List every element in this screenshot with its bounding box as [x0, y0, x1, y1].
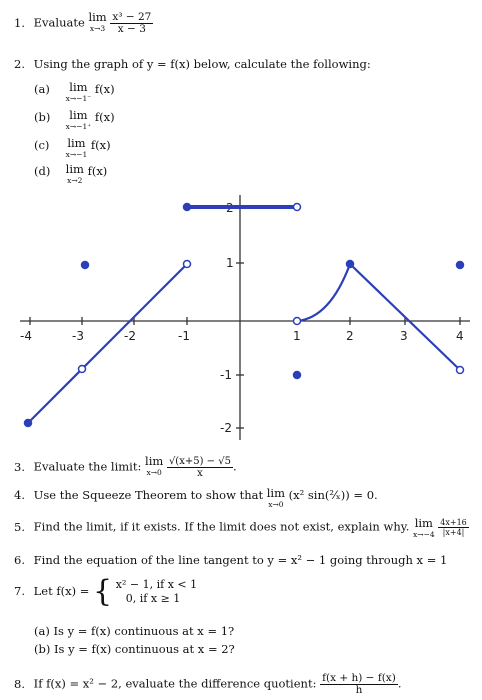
- question-2-part: (a) lim x→−1⁻ f(x): [34, 80, 115, 103]
- question-text: Evaluate: [33, 15, 85, 30]
- x-tick-label: 2: [346, 329, 354, 343]
- question-7a: (a) Is y = f(x) continuous at x = 1?: [34, 624, 235, 638]
- axes: [20, 195, 470, 440]
- question-number: 4.: [14, 488, 25, 502]
- limit-operator: lim x→−4: [413, 516, 435, 539]
- question-text: Using the graph of y = f(x) below, calculate the following:: [33, 57, 371, 71]
- limit-operator: lim x→0: [145, 454, 164, 477]
- question-number: 2.: [14, 57, 25, 71]
- x-tick-label: -2: [124, 329, 136, 343]
- y-tick-label: 1: [226, 256, 234, 270]
- x-tick-label: 1: [293, 329, 301, 343]
- question-2: [14, 57, 371, 71]
- open-point: [457, 367, 464, 374]
- fraction: $\frac{4x+16}{|x+4|}$: [440, 518, 467, 537]
- y-tick-label: -2: [220, 421, 232, 435]
- question-2-part: (c) lim x→−1 f(x): [34, 136, 111, 159]
- question-number: 3.: [14, 459, 25, 474]
- question-2-part: (b) lim x→−1⁺ f(x): [34, 108, 115, 131]
- limit-expression: (x² sin(²⁄ₓ)) = 0.: [288, 488, 378, 502]
- segment-left-line: [28, 264, 187, 423]
- function-graph: [0, 190, 482, 450]
- question-7b: (b) Is y = f(x) continuous at x = 2?: [34, 642, 235, 656]
- question-number: 7.: [14, 584, 25, 598]
- question-6: [14, 553, 447, 567]
- question-3: 3. Evaluate the limit: lim x→0 $\frac{√(x+5) - √5}{x}$ .: [14, 454, 237, 479]
- segment-parabola: [297, 264, 350, 321]
- x-tick-label: -4: [20, 329, 32, 343]
- open-point: [184, 261, 191, 268]
- limit-operator: lim x→3: [88, 10, 107, 33]
- open-point: [294, 204, 301, 211]
- segment-right-line: [350, 264, 460, 370]
- x-tick-label: 3: [400, 329, 408, 343]
- closed-point: [184, 204, 191, 211]
- x-tick-label: 4: [456, 329, 464, 343]
- fraction: $\frac{\text{x³ − 27}}{x - 3}$: [112, 11, 152, 35]
- question-number: 8.: [14, 676, 25, 691]
- x-tick-label: -1: [178, 329, 190, 343]
- question-text: If f(x) = x² − 2, evaluate the difference quotient:: [33, 676, 317, 691]
- closed-point: [294, 372, 301, 379]
- question-number: 1.: [14, 15, 25, 30]
- question-text: Evaluate the limit:: [33, 459, 142, 474]
- y-tick-label: 2: [226, 201, 234, 215]
- question-2-part: (d) lim x→2 f(x): [34, 162, 108, 185]
- question-1: [14, 12, 153, 35]
- open-point: [79, 366, 86, 373]
- open-point: [294, 318, 301, 325]
- y-tick-label: -1: [220, 368, 232, 382]
- question-number: 5.: [14, 519, 25, 534]
- piecewise-cases: x² − 1, if x < 1 0, if x ≥ 1: [115, 578, 198, 605]
- question-text: Find the limit, if it exists. If the limit does not exist, explain why.: [33, 519, 410, 534]
- question-number: 6.: [14, 553, 25, 567]
- closed-point: [82, 262, 89, 269]
- closed-point: [25, 420, 32, 427]
- question-5: [14, 518, 469, 540]
- x-tick-label: -3: [72, 329, 84, 343]
- piecewise-brace: {: [93, 574, 113, 609]
- question-text: Use the Squeeze Theorem to show that: [33, 488, 264, 502]
- question-text: Find the equation of the line tangent to y = x² − 1 going through x = 1: [33, 553, 448, 567]
- closed-point: [457, 262, 464, 269]
- fraction: $\frac{√(x+5) - √5}{x}$: [168, 456, 231, 479]
- limit-operator: lim x→0: [266, 486, 286, 509]
- question-4: [14, 488, 378, 510]
- fraction: $\frac{f(x + h) - f(x)}{h}$: [322, 672, 396, 696]
- question-7: [14, 574, 198, 609]
- closed-point: [347, 261, 354, 268]
- question-8: 8. If f(x) = x² − 2, evaluate the difference quotient: $\frac{f(x + h) - f(x)}{h}$ .: [14, 672, 402, 696]
- question-text: Let f(x) =: [33, 584, 90, 598]
